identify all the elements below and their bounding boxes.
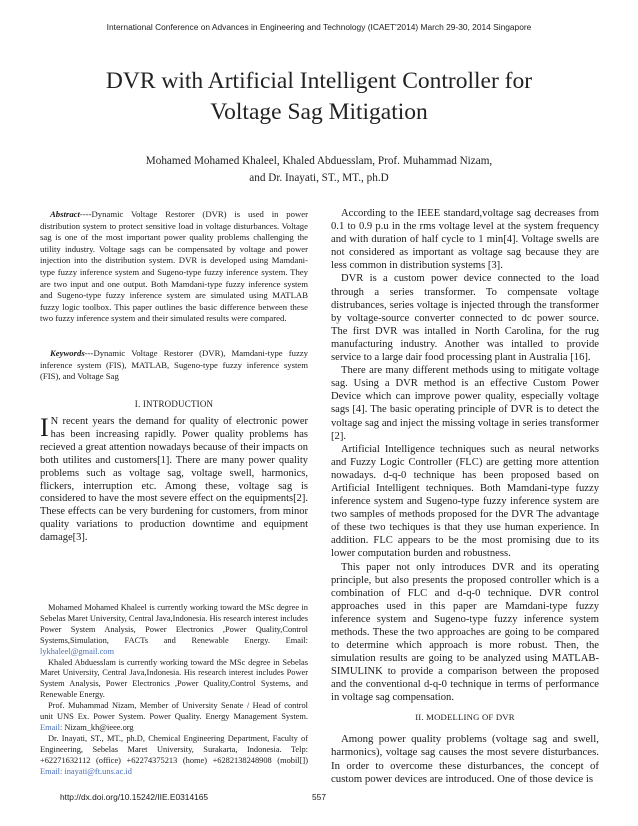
email-link-khaleel[interactable]: lykhaleel@gmail.com [40, 646, 114, 656]
abstract-label: Abstract---- [50, 209, 92, 219]
section-heading-introduction: I. INTRODUCTION [134, 399, 214, 409]
authors-line-1: Mohamed Mohamed Khaleel, Khaled Abduesslam, Prof. Muhammad Nizam, [145, 155, 493, 167]
email-link-inayati[interactable]: inayati@ft.uns.ac.id [64, 766, 132, 776]
footnote-1: Mohamed Mohamed Khaleel is currently working toward the MSc degree in Sebelas Maret University, Central Java,Indonesia. His research interest includes Power System Analysis, Power Electronics ,Power Quality,Control Systems,Simulation, FACTs and Renewable Energy. Email: lykhaleel@gmail.com [40, 603, 308, 656]
page-number: 557 [312, 792, 326, 802]
paragraph: According to the IEEE standard,voltage sag decreases from 0.1 to 0.9 p.u in the rms voltage level at the system frequency and with duration of half cycle to 1 min[4]. Voltage swells are not considered as important as voltage sag because they are less common in distribution systems [3]. [331, 208, 599, 272]
email-link-nizam[interactable]: Nizam_kh@ieee.org [64, 722, 134, 732]
paragraph: Artificial Intelligence techniques such as neural networks and Fuzzy Logic Controller (FLC) are getting more attention nowadays. d-q-0 technique has been proposed based on Artificial Intelligent techniques. Both Mamdani-type fuzzy inference system and Sugeno-type fuzzy inference system are two samples of methods proposed for the DVR The advantage of these two techiques is that they use human experience. In addition. FLC appears to be the most promising due to its lower computation burden and robustness. [331, 443, 599, 560]
author-list [60, 153, 578, 187]
footnote-4: Dr. Inayati, ST., MT., ph.D, Chemical Engineering Department, Faculty of Engineering, Sebelas Maret University, Surakarta, Indonesia. Telp: +62271632112 (office) +62274375213 (home) +6282138248908 (mobil[]) Email: inayati@ft.uns.ac.id [40, 733, 308, 776]
abstract-text: Dynamic Voltage Restorer (DVR) is used in power distribution system to protect sensitive load in voltage disturbances. Voltage sag is one of the most important power quality problems challenging the utility industry. Voltage sags can be compensated by voltage and power injection into the distribution system. DVR is developed using Mamdani-type fuzzy inference system and Sugeno-type fuzzy inference system. They are two input and one output. Both Mamdani-type fuzzy inference system and Sugeno-type fuzzy inference system are simulated using MATLAB fuzzy logic toolbox. This paper outlines the basic difference between these two fuzzy inference system and their simulated results were compared. [40, 209, 308, 324]
paragraph: There are many different methods using to mitigate voltage sag. Using a DVR method is an effective Custom Power Device which can improve power quality, especially voltage sags [4]. The basic operating principle of DVR is to detect the voltage sag and inject the missing voltage in series transformer [2]. [331, 365, 599, 442]
title-line-2: Voltage Sag Mitigation [210, 99, 428, 125]
authors-line-2: and Dr. Inayati, ST., MT., ph.D [249, 172, 389, 184]
title-line-1: DVR with Artificial Intelligent Controller for [105, 68, 533, 94]
footnote-3: Prof. Muhammad Nizam, Member of University Senate / Head of control unit UNS Ex. Power System. Power Quality. Energy Management System. Email: Nizam_kh@ieee.org [40, 701, 308, 732]
keywords [40, 348, 308, 383]
footnote-2: Khaled Abduesslam is currently working toward the MSc degree in Sebelas Maret University, Central Java,Indonesia. His research interest includes Power System Analysis, Power Electronics ,Power Quality,Control Systems, and Renewable Energy. [40, 657, 308, 700]
paragraph: DVR is a custom power device connected to the load through a series transformer. To compensate voltage distrubances, series voltage is injected through the transformer by voltage-source converter connected to dc power source. The first DVR was intalled in North Carolina, for the rug manufacturing industry. Another was intalled to provide service to a large dair food processing plant in Australia [16]. [331, 273, 599, 364]
doi-link[interactable]: http://dx.doi.org/10.15242/IIE.E0314165 [60, 792, 209, 802]
author-footnotes [40, 603, 308, 778]
right-column-body [331, 207, 599, 705]
conference-header: International Conference on Advances in Engineering and Technology (ICAET'2014) March 29-30, 2014 Singapore [106, 22, 532, 32]
abstract [40, 209, 308, 325]
introduction-text: N recent years the demand for quality of electronic power has been increasing rapidly. Power quality problems has recieved a great attention nowadays because of their impacts on both utilites and customers[1]. There are many power quality problems such as voltage sag, voltage swell, harmonics, flickers, interruption etc. Among these, voltage sag is considered to have the most severe effect on the equipments[2]. These effects can be very burdening for customers, from minor quality variations to production downtime and equipment damage[3]. [40, 416, 308, 544]
section-heading-modelling: II. MODELLING OF DVR [415, 712, 515, 722]
paragraph: This paper not only introduces DVR and its operating principle, but also presents the proposed controller which is a combination of FLC and d-q-0 technique. DVR control approaches used in this paper are Mamdani-type fuzzy inference system and Sugeno-type fuzzy inference system methods. These the two approaches are going to be compared to determine which approach is more robust. Then, the simulation results are going to be analyzed using MATLAB-SIMULINK to provide a comparison between the proposed and the conventional d-q-0 technique in terms of performance in voltage sag compensation. [331, 561, 599, 704]
paper-title [40, 66, 598, 128]
modelling-body [331, 733, 599, 786]
keywords-text: Dynamic Voltage Restorer (DVR), Mamdani-type fuzzy inference system (FIS), MATLAB, Sugeno-type fuzzy inference system (FIS), and Voltage Sag [40, 348, 308, 382]
introduction-body [40, 413, 308, 545]
paragraph: Among power quality problems (voltage sag and swell, harmonics), voltage sag causes the most severe disturbances. In order to overcome these disturbances, the concept of custom power devices are introduced. One of those device is [331, 733, 599, 785]
drop-cap: I [40, 413, 49, 442]
keywords-label: Keywords--- [50, 348, 94, 358]
